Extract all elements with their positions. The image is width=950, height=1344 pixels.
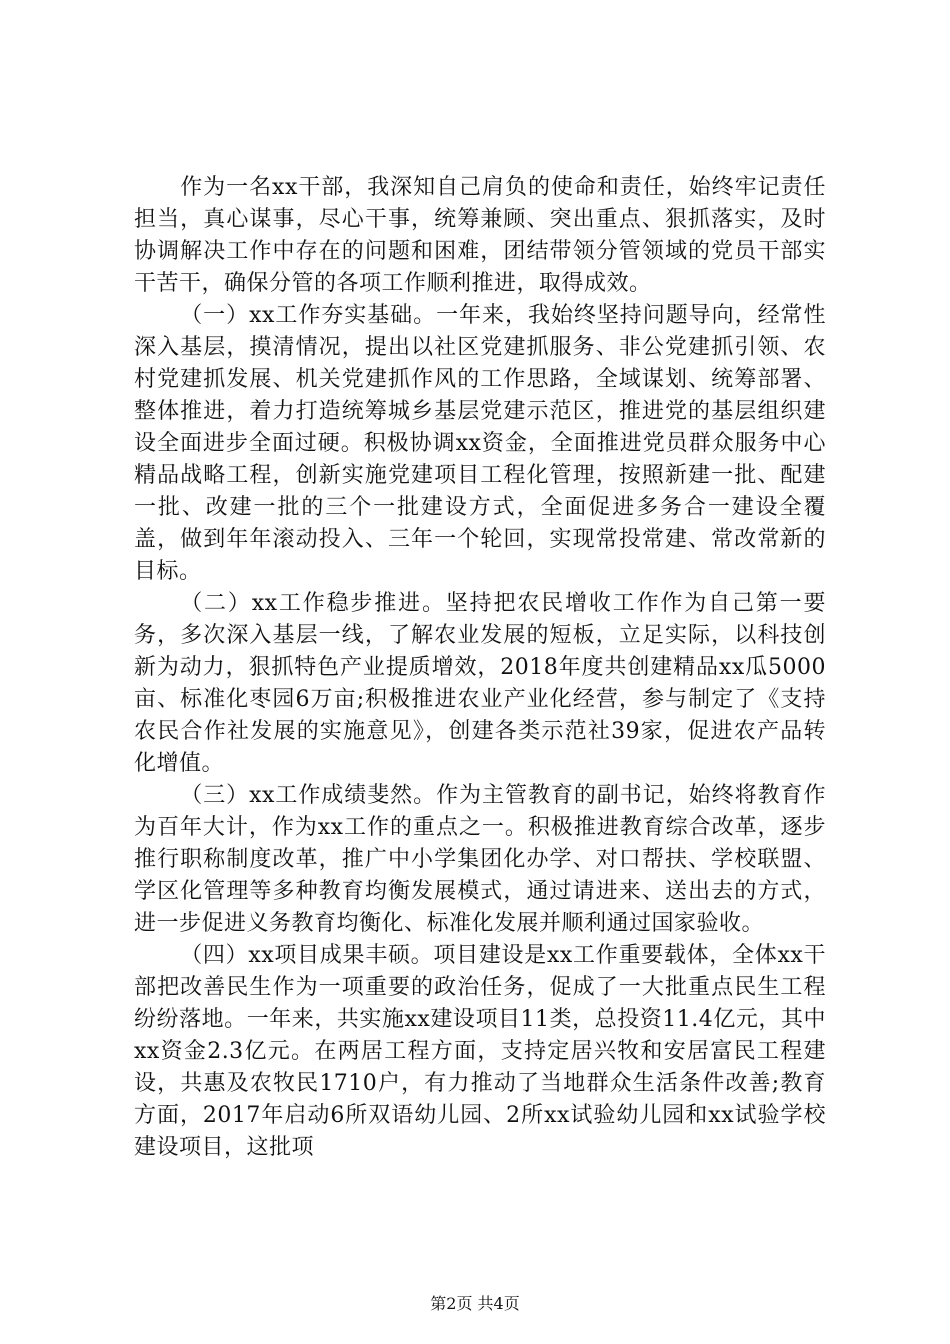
paragraph-section-4: （四）xx项目成果丰硕。项目建设是xx工作重要载体，全体xx干部把改善民生作为一项重要的政治任务，促成了一大批重点民生工程纷纷落地。一年来，共实施xx建设项目11类，总投资11.4亿元，其中xx资金2.3亿元。在两居工程方面，支持定居兴牧和安居富民工程建设，共惠及农牧民1710户，有力推动了当地群众生活条件改善;教育方面，2017年启动6所双语幼儿园、2所xx试验幼儿园和xx试验学校建设项目，这批项 [134,943,826,1160]
paragraph-section-3: （三）xx工作成绩斐然。作为主管教育的副书记，始终将教育作为百年大计，作为xx工作的重点之一。积极推进教育综合改革，逐步推行职称制度改革，推广中小学集团化办学、对口帮扶、学校联盟、学区化管理等多种教育均衡发展模式，通过请进来、送出去的方式，进一步促进义务教育均衡化、标准化发展并顺利通过国家验收。 [134,783,826,936]
paragraph-section-1: （一）xx工作夯实基础。一年来，我始终坚持问题导向，经常性深入基层，摸清情况，提出以社区党建抓服务、非公党建抓引领、农村党建抓发展、机关党建抓作风的工作思路，全域谋划、统筹部署、整体推进，着力打造统筹城乡基层党建示范区，推进党的基层组织建设全面进步全面过硬。积极协调xx资金，全面推进党员群众服务中心精品战略工程，创新实施党建项目工程化管理，按照新建一批、配建一批、改建一批的三个一批建设方式，全面促进多务合一建设全覆盖，做到年年滚动投入、三年一个轮回，实现常投常建、常改常新的目标。 [134,303,826,584]
paragraph-section-2: （二）xx工作稳步推进。坚持把农民增收工作作为自己第一要务，多次深入基层一线，了解农业发展的短板，立足实际，以科技创新为动力，狠抓特色产业提质增效，2018年度共创建精品xx瓜5000亩、标准化枣园6万亩;积极推进农业产业化经营，参与制定了《支持农民合作社发展的实施意见》，创建各类示范社39家，促进农产品转化增值。 [134,591,826,776]
page-footer: 第2页 共4页 [430,1294,520,1313]
paragraph-intro: 作为一名xx干部，我深知自己肩负的使命和责任，始终牢记责任担当，真心谋事，尽心干事，统筹兼顾、突出重点、狠抓落实，及时协调解决工作中存在的问题和困难，团结带领分管领域的党员干部实干苦干，确保分管的各项工作顺利推进，取得成效。 [134,175,826,296]
document-body [134,172,826,1164]
